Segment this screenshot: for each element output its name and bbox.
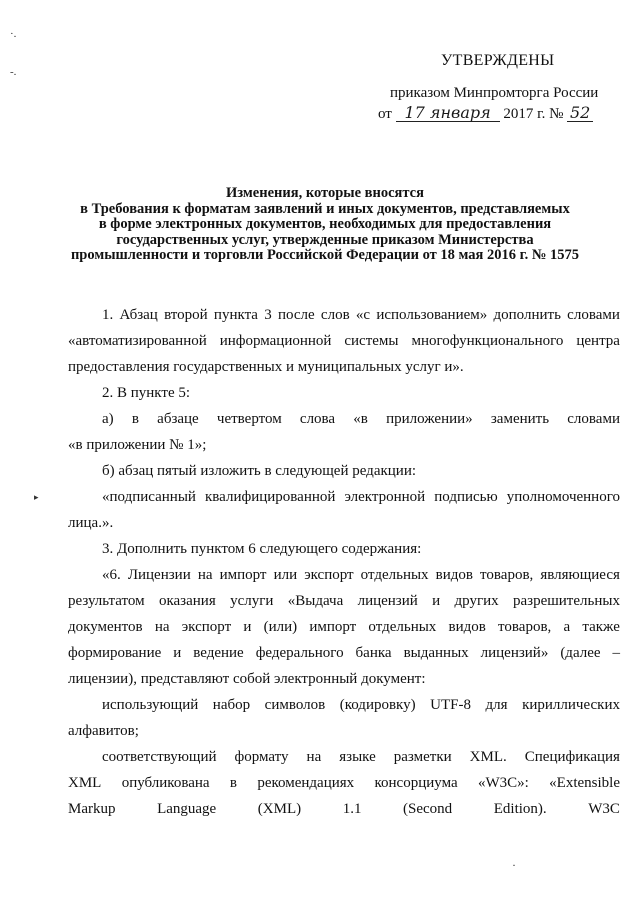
title-line: в форме электронных документов, необходимых для предоставления <box>98 216 552 232</box>
text-line: «в приложении № 1»; <box>68 437 207 453</box>
paragraph-8 <box>68 744 620 822</box>
year-number-label: 2017 г. № <box>503 106 564 122</box>
scan-mark: ▸ <box>34 492 39 502</box>
paragraph-2c <box>68 484 620 536</box>
paragraph-1 <box>68 302 620 380</box>
text-line: предоставления государственных и муниципальных услуг и». <box>68 359 464 375</box>
document-title <box>60 186 590 264</box>
scan-mark: · <box>512 858 516 872</box>
approval-stamp: УТВЕРЖДЕНЫ <box>441 52 555 69</box>
text-line: XML опубликована в рекомендациях консорциума «W3C»: «Extensible <box>68 775 620 791</box>
text-line: результатом оказания услуги «Выдача лицензий и других разрешительных <box>68 593 620 609</box>
handwritten-date: 17 января <box>396 104 500 122</box>
scan-mark: -. <box>10 66 17 78</box>
handwritten-number: 52 <box>567 104 593 122</box>
text-line: формирование и ведение федерального банка выданных лицензий» (далее – <box>68 645 620 661</box>
text-line: соответствующий формату на языке разметки XML. Спецификация <box>102 749 620 765</box>
paragraph-2: 2. В пункте 5: <box>102 385 191 401</box>
text-line: лицензии), представляют собой электронный документ: <box>68 671 426 687</box>
text-line: лица.». <box>68 515 114 531</box>
text-line: алфавитов; <box>68 723 139 739</box>
title-line: государственных услуг, утвержденные приказом Министерства <box>116 231 534 248</box>
text-line: «6. Лицензии на импорт или экспорт отдельных видов товаров, являющиеся <box>102 567 620 583</box>
text-line: «подписанный квалифицированной электронной подписью уполномоченного <box>102 489 620 505</box>
paragraph-7 <box>68 692 620 744</box>
text-line: использующий набор символов (кодировку) UTF-8 для кириллических <box>102 697 620 713</box>
text-line: а) в абзаце четвертом слова «в приложении» заменить словами <box>102 411 620 427</box>
text-line: 1. Абзац второй пункта 3 после слов «с использованием» дополнить словами <box>102 307 620 323</box>
text-line: документов на экспорт и (или) импорт отдельных видов товаров, а также <box>68 619 620 635</box>
title-line: в Требования к форматам заявлений и иных документов, представляемых <box>80 200 570 217</box>
document-body <box>68 302 620 822</box>
paragraph-2b: б) абзац пятый изложить в следующей редакции: <box>102 463 417 479</box>
text-line: «автоматизированной информационной системы многофункционального центра <box>68 333 620 349</box>
paragraph-2a <box>68 406 620 458</box>
title-line: Изменения, которые вносятся <box>226 185 424 201</box>
approval-date-line <box>378 104 593 123</box>
approval-order: приказом Минпромторга России <box>390 85 599 101</box>
title-line: промышленности и торговли Российской Федерации от 18 мая 2016 г. № 1575 <box>70 247 580 263</box>
paragraph-3: 3. Дополнить пунктом 6 следующего содержания: <box>102 541 422 557</box>
text-line: Markup Language (XML) 1.1 (Second Edition). W3C <box>68 801 620 817</box>
paragraph-6 <box>68 562 620 692</box>
date-prefix: от <box>378 106 392 122</box>
scan-mark: ·. <box>10 28 17 40</box>
